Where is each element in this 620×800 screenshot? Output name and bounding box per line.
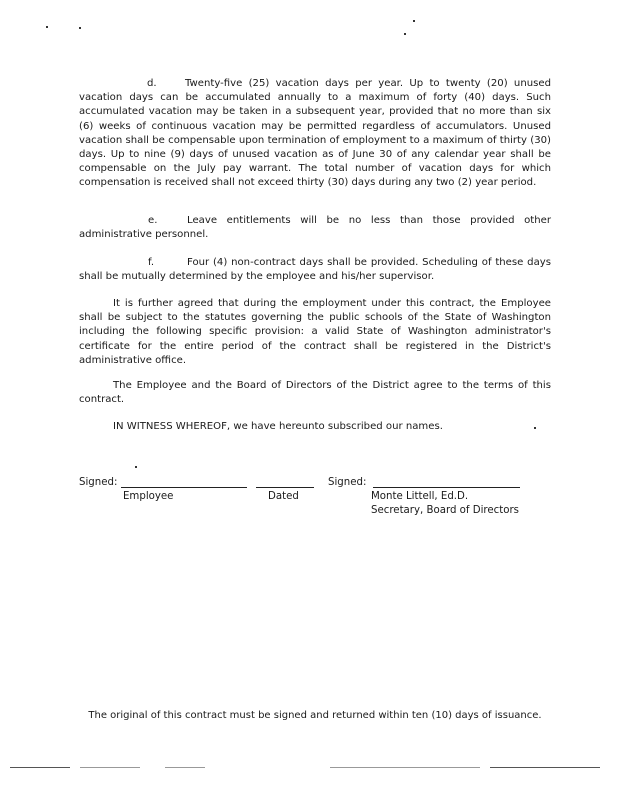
paragraph-e-text: Leave entitlements will be no less than those provided other administrative personnel. xyxy=(79,215,551,241)
secretary-name: Monte Littell, Ed.D. xyxy=(371,491,469,502)
paragraph-d-letter: d. xyxy=(147,78,157,89)
scan-speck xyxy=(404,33,406,35)
paragraph-d xyxy=(79,77,551,191)
employee-signature-line[interactable] xyxy=(121,487,247,488)
scan-speck xyxy=(413,20,415,22)
paragraph-e xyxy=(79,214,551,242)
signed-label-left: Signed: xyxy=(79,477,118,488)
paragraph-f-text: Four (4) non-contract days shall be provided. Scheduling of these days shall be mutually determined by the employee and his/her supervisor. xyxy=(79,257,551,283)
paragraph-f xyxy=(79,256,551,284)
signed-label-right: Signed: xyxy=(328,477,367,488)
scan-edge-line xyxy=(330,767,480,768)
paragraph-witness xyxy=(79,420,551,434)
further-agreed-text: It is further agreed that during the employment under this contract, the Employee shall be subject to the statutes governing the public schools of the State of Washington including the following specific provision: a valid State of Washington administrator's certificate for the entire period of the contract shall be registered in the District's administrative office. xyxy=(79,298,551,366)
secretary-title: Secretary, Board of Directors xyxy=(371,505,519,516)
date-signature-line[interactable] xyxy=(256,487,314,488)
scan-speck xyxy=(79,27,81,29)
secretary-signature-line[interactable] xyxy=(373,487,520,488)
dated-label: Dated xyxy=(268,491,299,502)
scan-speck xyxy=(135,466,137,468)
scan-speck xyxy=(46,26,48,28)
paragraph-e-letter: e. xyxy=(148,215,158,226)
scan-edge-line xyxy=(10,767,70,768)
witness-text: IN WITNESS WHEREOF, we have hereunto subscribed our names. xyxy=(113,421,443,432)
employee-label: Employee xyxy=(123,491,174,502)
paragraph-d-text: Twenty-five (25) vacation days per year. Up to twenty (20) unused vacation days can be accumulated annually to a maximum of forty (40) days. Such accumulated vacation may be taken in a subsequent year, provided that no more than six (6) weeks of continuous vacation may be permitted regardless of accumulators. Unused vacation shall be compensable upon termination of employment to a maximum of thirty (30) days. Up to nine (9) days of unused vacation as of June 30 of any calendar year shall be compensable on the July pay warrant. The total number of vacation days for which compensation is received shall not exceed thirty (30) days during any two (2) year period. xyxy=(79,78,551,189)
scan-speck xyxy=(534,427,536,429)
scan-edge-line xyxy=(165,767,205,768)
scan-edge-line xyxy=(80,767,140,768)
paragraph-further-agreed xyxy=(79,297,551,368)
paragraph-f-letter: f. xyxy=(148,257,155,268)
paragraph-agree xyxy=(79,379,551,407)
agree-text: The Employee and the Board of Directors of the District agree to the terms of this contract. xyxy=(79,380,551,406)
scan-edge-line xyxy=(490,767,600,768)
footer-note: The original of this contract must be signed and returned within ten (10) days of issuance. xyxy=(88,710,542,721)
